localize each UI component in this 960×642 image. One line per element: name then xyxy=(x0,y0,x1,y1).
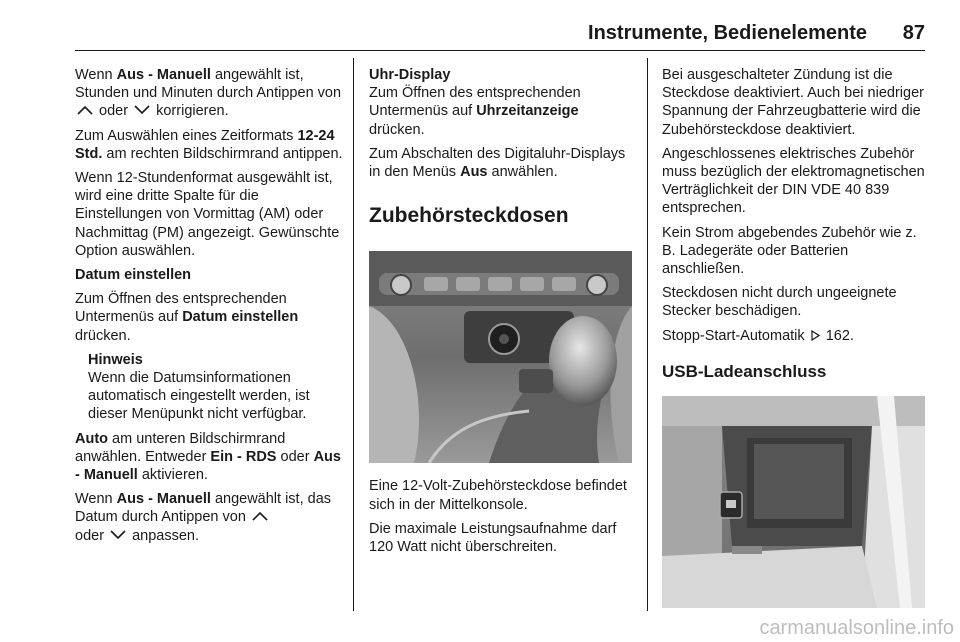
section-heading-power-outlets: Zubehörsteckdosen xyxy=(369,204,569,228)
paragraph-no-chargers: Kein Strom abgebendes Zubehör wie z. B. Ladegeräte oder Batterien anschließen. xyxy=(662,224,917,278)
paragraph-emc: Angeschlossenes elektrisches Zubehör muss bezüglich der elektromagnetischen Verträglichkeit der DIN VDE 40 839 entsprechen. xyxy=(662,145,925,217)
paragraph-date-adjust: Wenn Aus - Manuell angewählt ist, das Datum durch Antippen von oder anpassen. xyxy=(75,491,332,544)
chevron-down-icon xyxy=(110,530,126,540)
column-divider-2 xyxy=(647,58,648,611)
header-rule xyxy=(75,50,925,51)
paragraph-plug-damage: Steckdosen nicht durch ungeeignete Stecker beschädigen. xyxy=(662,285,897,320)
console-outlet-photo xyxy=(369,251,632,463)
paragraph-12h-format: Wenn 12-Stundenformat ausgewählt ist, wird eine dritte Spalte für die Einstellungen von Vormittag (AM) oder Nachmittag (PM) angezeigt. Gewünschte Option auswählen. xyxy=(75,170,340,259)
chevron-up-icon xyxy=(252,511,268,521)
chevron-down-icon xyxy=(134,105,150,115)
page-number: 87 xyxy=(902,22,925,44)
watermark: carmanualsonline.info xyxy=(759,617,954,639)
column-2 xyxy=(369,66,634,562)
paragraph-clock-off: Zum Abschalten des Digitaluhr-Displays in den Menüs Aus anwählen. xyxy=(369,145,626,181)
paragraph-clock-menu: Zum Öffnen des entsprechenden Untermenüs auf Uhrzeitanzeige drücken. xyxy=(369,85,581,138)
column-3 xyxy=(662,66,928,608)
section-heading-usb: USB-Ladeanschluss xyxy=(662,361,827,381)
paragraph-time-adjust: Wenn Aus - Manuell angewählt ist, Stunden und Minuten durch Antippen von oder korrigieren. xyxy=(75,67,342,120)
chevron-up-icon xyxy=(77,105,93,115)
paragraph-stop-start-ref: Stopp-Start-Automatik 162. xyxy=(662,327,854,344)
paragraph-max-power: Die maximale Leistungsaufnahme darf 120 Watt nicht überschreiten. xyxy=(369,520,617,556)
subheading-date: Datum einstellen xyxy=(75,267,192,284)
note-text: Wenn die Datumsinformationen automatisch eingestellt werden, ist dieser Menüpunkt nicht verfügbar. xyxy=(88,370,310,423)
page-reference-arrow-icon xyxy=(811,330,820,341)
chapter-title: Instrumente, Bedienelemente xyxy=(588,22,867,44)
column-1 xyxy=(75,66,345,551)
note-box xyxy=(75,351,345,424)
paragraph-outlet-location: Eine 12-Volt-Zubehörsteckdose befindet sich in der Mittelkonsole. xyxy=(369,478,627,513)
paragraph-time-format: Zum Auswählen eines Zeitformats 12-24 Std. am rechten Bildschirmrand antippen. xyxy=(75,127,343,162)
paragraph-ignition-off: Bei ausgeschalteter Zündung ist die Steckdose deaktiviert. Auch bei niedriger Spannung der Fahrzeugbatterie wird die Zubehörsteckdose deaktiviert. xyxy=(662,67,924,138)
column-divider-1 xyxy=(353,58,354,611)
paragraph-auto: Auto am unteren Bildschirmrand anwählen. Entweder Ein - RDS oder Aus - Manuell aktivieren. xyxy=(75,430,341,484)
paragraph-date-menu: Zum Öffnen des entsprechenden Untermenüs auf Datum einstellen drücken. xyxy=(75,291,299,344)
page-header xyxy=(75,18,925,48)
note-title: Hinweis xyxy=(88,351,143,368)
usb-port-photo xyxy=(662,396,925,608)
subheading-clock-display: Uhr-Display xyxy=(369,67,451,83)
